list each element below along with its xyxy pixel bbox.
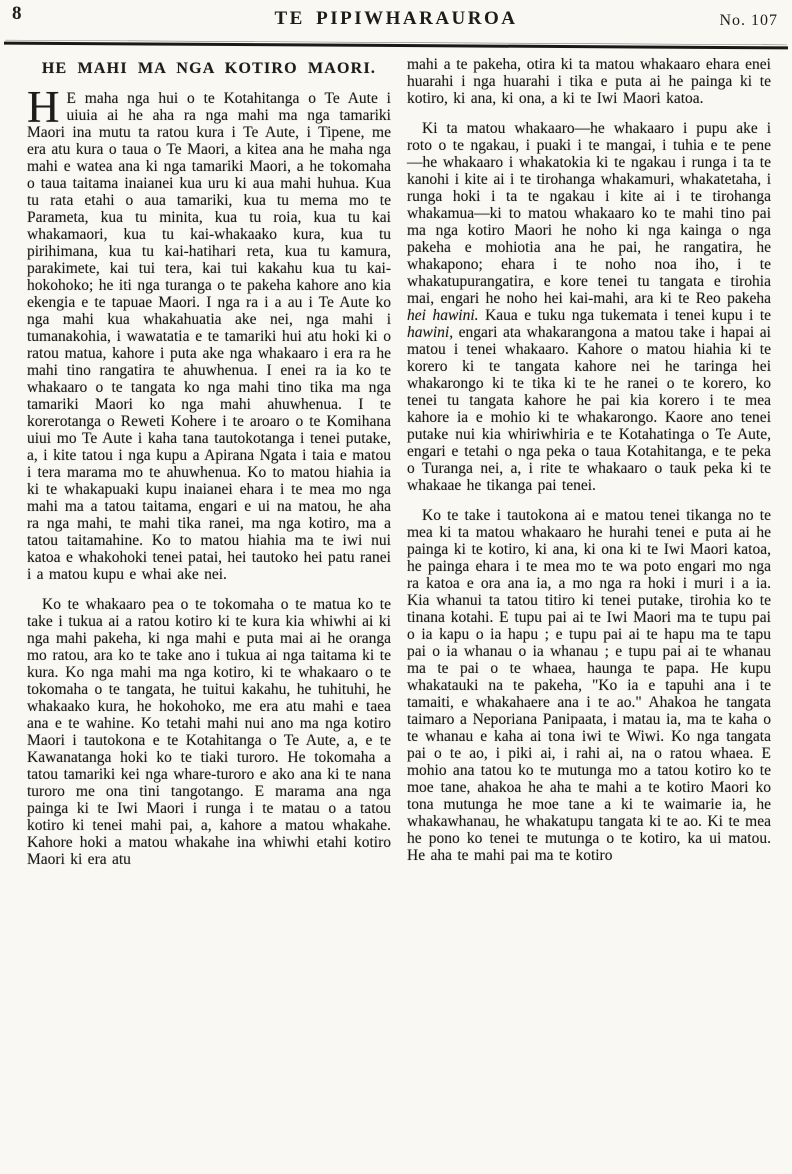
paragraph [407,507,771,864]
body-text: Ko te whakaaro pea o te tokomaha o te matua ko te take i tukua ai a ratou kotiro ki te kura kia whiwhi ai ki nga mahi pakeha, ki nga mahi e puta mai ai he oranga mo ratou, ara ko te take ano i tukua ai nga taitama ki te kura. Ko nga mahi ma nga kotiro, ki te whakaaro o te tokomaha o te tangata, he tuitui kakahu, he tuhituhi, he whakaako kura, he hokohoko, me era atu mahi e taea ana e te wahine. Ko tetahi mahi nui ano ma nga kotiro Maori i tautokona e te Kotahitanga o Te Aute, a, e te Kawanatanga hoki ko te tiaki turoro. He tokomaha a tatou tamariki kei nga whare-turoro e ako ana ki te nana turoro me ona tini tangotango. E marama ana nga painga ki te Iwi Maori i runga i te matau o a tatou kotiro ki tenei mahi pai, a, kahore a matou whakahe. Kahore hoki a matou whakahe ina whiwhi etahi kotiro Maori ki era atu [27,596,391,868]
article-title: HE MAHI MA NGA KOTIRO MAORI. [41,60,377,77]
column-right [407,56,771,868]
issue-number: No. 107 [719,12,778,29]
article-body [27,56,771,868]
header-rule [4,42,788,49]
body-text: Ko te take i tautokona ai e matou tenei tikanga no te mea ki ta matou whakaaro he hurahi tenei e puta ai he painga ki te kotiro, ki ana, ki ona ki te Iwi Maori katoa, he painga ehara i te mea mo te wa poto engari mo nga ra katoa e ora ana ia, a mo nga ra hoki i muri i a ia. Kia whanui ta tatou titiro ki tenei putake, tirohia ko te tinana kotahi. E tupu pai ai te Iwi Maori ma te tupu pai o ia kapu o ia hapu ; e tupu pai ai te hapu ma te tapu pai o ia whanau o ia whanau ; e tupu pai ai te whanau ma te pai o te whaea, haunga te papa. He kupu whakatauki na te pakeha, "Ko ia e tapuhi ana i te tamaiti, e whakahaere ana i te ao." Ahakoa he tangata taimaro a Neporiana Panipaata, i matau ia, ma te kaha o te whanau e kaha ai tona iwi te Wiwi. Ko nga tangata pai o te ao, i piki ai, i rahi ai, na o ratou whaea. E mohio ana tatou ko te mutunga mo a tatou kotiro ko te moe tane, ahakoa he aha te mahi a te kotiro Maori ko tona mutunga he moe tane a ki te waimarie ia, he whakawhanau, he whakatupu tangata ki te ao. Ki te mea he pono ko tenei te mutunga o te kotiro, ka ui matou. He aha te mahi pai ma te kotiro [407,507,771,864]
masthead: TE PIPIWHARAUROA [274,8,518,29]
italic-text: hei hawini. [407,307,479,324]
drop-cap: H [27,82,60,132]
page-number: 8 [12,3,22,24]
italic-text: hawini, [407,324,454,341]
paragraph [407,56,771,107]
body-text: mahi a te pakeha, otira ki ta matou whakaaro ehara enei huarahi i nga huarahi i tika e puta ai he painga ki te kotiro, ki ana, ki ona, a ki te Iwi Maori katoa. [407,56,771,107]
body-text: E maha nga hui o te Kotahitanga o Te Aute i uiuia ai he aha ra nga mahi ma nga tamariki Maori ina mutu ta ratou kura i Te Aute, i Tipene, me era atu kura o taua o Te Maori, a kitea ana he maha nga mahi e watea ana ki nga tamariki Maori, a he tokomaha o taua taitama inaianei kua uru ki aua mahi huhua. Kua tu rata etahi o aua tamariki, kua tu mema mo te Parameta, kua tu minita, kua tu roia, kua tu kai whakamaori, kua tu kai-whakaako kura, kua tu pirihimana, kua tu kai-hatihari reta, kua tu kamura, parakimete, kai tui tera, kai tui kakahu kua tu kai-hokohoko; he iti nga turanga o te pakeha kahore ano kia ekengia e te tapuae Maori. I nga ra i a au i Te Aute ko nga mahi kua whakahuatia ake nei, nga mahi i tumanakohia, i wawatatia e te tamariki hui atu hoki ki o ratou matua, kahore i puta ake nga whakaaro i era ra he mahi tino rangatira te ahuwhenua. I enei ra ia ko te whakaaro o te tangata ko nga mahi tino tika ma nga tamariki Maori ko nga mahi ahuwhenua. I te korerotanga o Reweti Kohere i te aroaro o te Komihana uiui mo Te Aute i kaha tana tautokotanga i tenei putake, a, i kite tatou i nga kupu a Apirana Ngata i taia e matou i tera marama mo te ahuwhenua. Ko to matou hiahia ia ki te whakapuaki kupu inaianei ehara i te mea mo nga mahi ma a tatou taitama, engari e ui na matou, he aha ra nga mahi, te mahi tika ranei, ma nga kotiro, ma a tatou taitamahine. Ko to matou hiahia ma te iwi nui katoa e whakohoki tenei patai, hei tautoko hei patu ranei i a matou kupu e whai ake nei. [27,90,391,583]
paragraph [27,596,391,868]
body-text: engari ata whakarangona a matou take i hapai ai matou i tenei whakaaro. Kahore o matou hiahia ki te korero ki te tangata kahore nei he taringa hei whakarongo ki te tika ki te he ranei o te korero, ko tenei tu tangata kahore he pai kia korero i te mea kahore ia e mohio ki te whakarongo. Kaore ano tenei putake nui kia whiriwhiria e te Kotahatinga o Te Aute, engari e tetahi o nga peka o taua Kotahitanga, e te peka o Turanga nei, a, i rite te whakaaro o tauk peka ki te whakaae he tikanga pai tenei. [407,324,771,494]
paragraph [27,82,391,583]
column-left [27,56,391,868]
body-text: Kaua e tuku nga tukemata i tenei kupu i te [478,307,772,324]
body-text: Ki ta matou whakaaro—he whakaaro i pupu ake i roto o te ngakau, i puaki i te mangai, i tuhia e te pene—he whakaaro i whakatokia ki te ngakau i runga i ta te kanohi i kite ai i te tirohanga whakamuri, whakatetaha, i runga hoki i ta te ngakau i kite ai i te tirohanga whakamua—ki to matou whakaaro ko te mahi tino pai ma nga kotiro Maori he noho ki nga kainga o nga pakeha e mohiotia ana he pai, he rangatira, he whakapono; ehara i te noho noa iho, i te whakatupurangatira, e kore tenei tu tangata e tirohia mai, engari he noho hei kai-mahi, ara ki te Reo pakeha [407,120,771,307]
paragraph [407,120,771,494]
